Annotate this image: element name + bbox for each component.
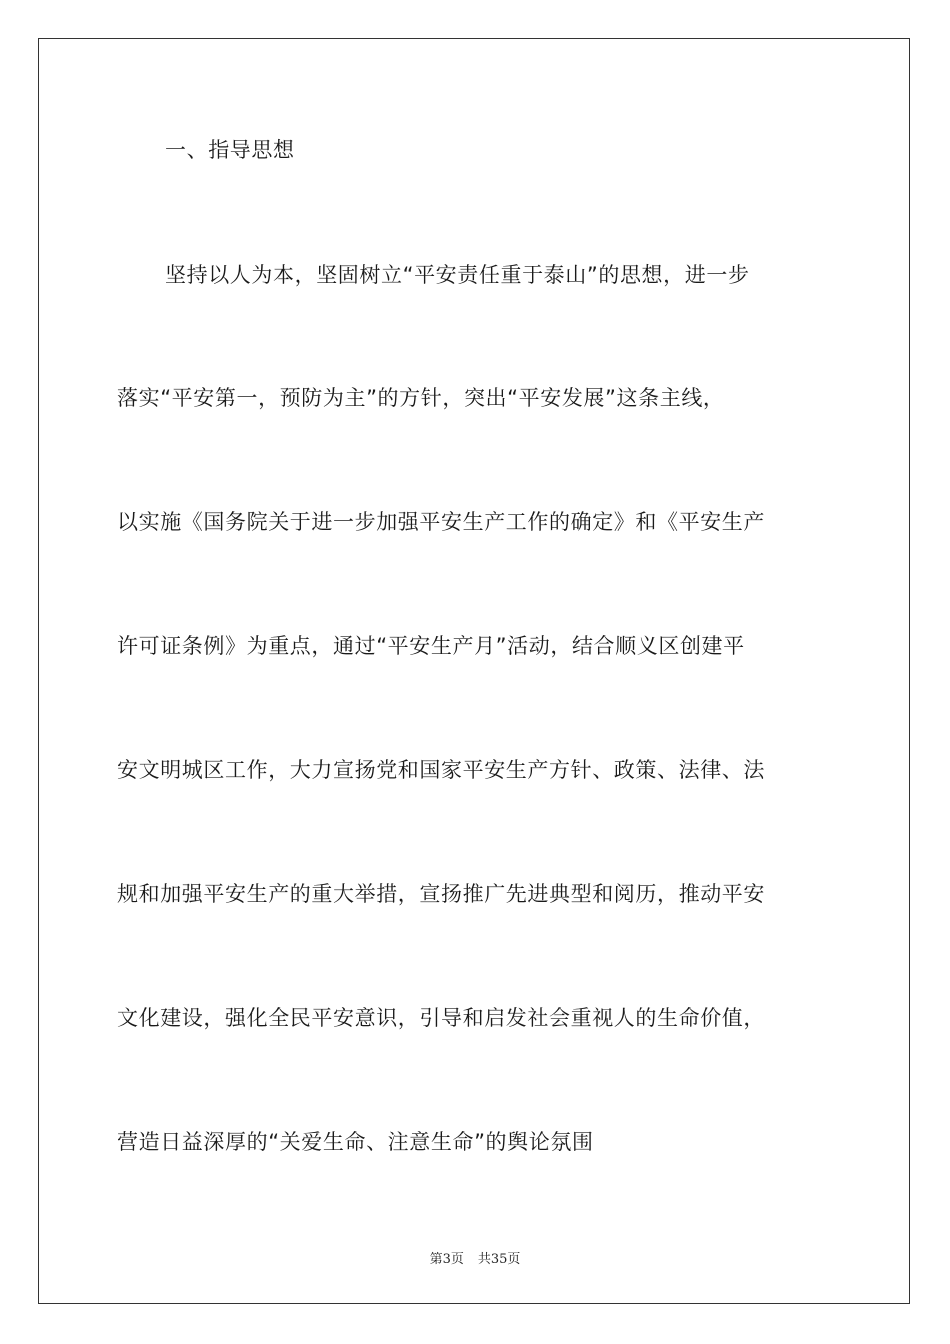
paragraph-line-5: 安文明城区工作，大力宣扬党和国家平安生产方针、政策、法律、法 xyxy=(117,758,765,782)
section-heading: 一、指导思想 xyxy=(165,138,295,162)
page-number: 第3页 xyxy=(429,1252,464,1267)
paragraph-line-3: 以实施《国务院关于进一步加强平安生产工作的确定》和《平安生产 xyxy=(117,510,765,534)
page-border xyxy=(38,38,910,1304)
paragraph-line-1: 坚持以人为本，坚固树立“平安责任重于泰山”的思想，进一步 xyxy=(165,263,750,287)
page-footer xyxy=(0,1248,950,1267)
paragraph-line-6: 规和加强平安生产的重大举措，宣扬推广先进典型和阅历，推动平安 xyxy=(117,882,765,906)
paragraph-line-2: 落实“平安第一，预防为主”的方针，突出“平安发展”这条主线， xyxy=(117,386,725,410)
page-total: 共35页 xyxy=(477,1252,521,1267)
paragraph-line-8: 营造日益深厚的“关爱生命、注意生命”的舆论氛围 xyxy=(117,1130,594,1154)
paragraph-line-7: 文化建设，强化全民平安意识，引导和启发社会重视人的生命价值， xyxy=(117,1006,765,1030)
paragraph-line-4: 许可证条例》为重点，通过“平安生产月”活动，结合顺义区创建平 xyxy=(117,634,745,658)
